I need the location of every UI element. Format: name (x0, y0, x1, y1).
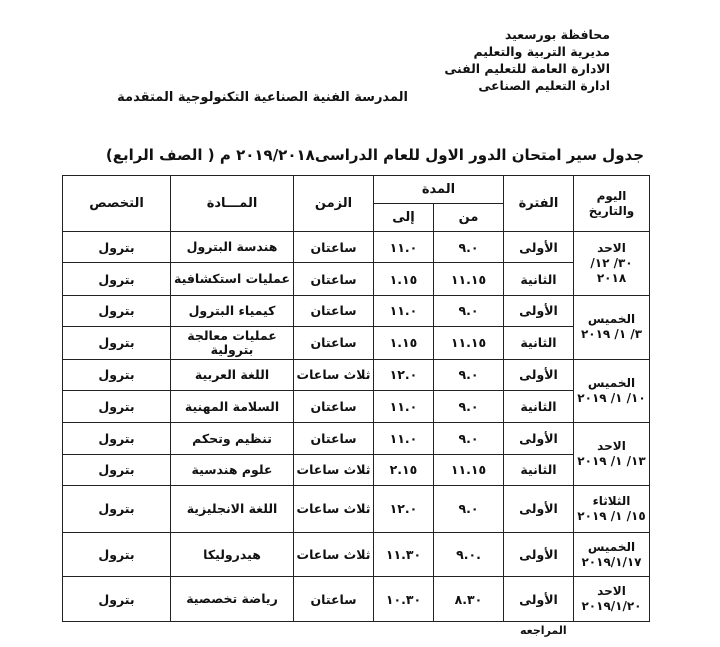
day-date-line: ٢٠١٩/١/٢٠ (581, 599, 642, 614)
cell-specialty: بترول (63, 263, 171, 295)
grade-label: ( الصف الرابع) (105, 146, 215, 164)
cell-day-date (574, 232, 650, 296)
cell-specialty: بترول (63, 327, 171, 359)
cell-specialty: بترول (63, 390, 171, 422)
page-title (84, 146, 644, 164)
cell-subject: تنظيم وتحكم (171, 423, 294, 454)
cell-subject: علوم هندسية (171, 454, 294, 485)
header-time: الزمن (294, 176, 374, 232)
cell-time: ساعتان (294, 295, 374, 326)
cell-subject: عمليات استكشافية (171, 263, 294, 295)
title-text: جدول سير امتحان الدور الاول للعام الدراسى٢٠١٩/٢٠١٨ م (219, 146, 644, 164)
cell-from: ١١.١٥ (434, 327, 504, 359)
cell-day-date (574, 532, 650, 577)
cell-period: الثانية (504, 390, 574, 422)
schedule-body (63, 232, 650, 622)
cell-day-date (574, 486, 650, 533)
day-date-line: ١٣/ ١/ ٢٠١٩ (577, 454, 646, 469)
cell-from: ٩.٠ (434, 295, 504, 326)
cell-specialty: بترول (63, 232, 171, 263)
cell-to: ١١.٠ (374, 232, 434, 263)
cell-from: ٩.٠ (434, 232, 504, 263)
cell-time: ثلاث ساعات (294, 454, 374, 485)
cell-specialty: بترول (63, 486, 171, 533)
cell-time: ثلاث ساعات (294, 532, 374, 577)
cell-period: الأولى (504, 359, 574, 390)
cell-period: الأولى (504, 295, 574, 326)
header-day-date: اليوم والتاريخ (574, 176, 650, 232)
table-row (63, 327, 650, 359)
cell-specialty: بترول (63, 423, 171, 454)
header-from: من (434, 204, 504, 232)
cell-period: الثانية (504, 327, 574, 359)
cell-to: ١٢.٠ (374, 359, 434, 390)
cell-day-date (574, 577, 650, 622)
cell-from: ٩.٠ (434, 423, 504, 454)
cell-from: ١١.١٥ (434, 454, 504, 485)
table-row (63, 486, 650, 533)
header-specialty: التخصص (63, 176, 171, 232)
cell-specialty: بترول (63, 295, 171, 326)
cell-to: ١١.٠ (374, 423, 434, 454)
cell-period: الأولى (504, 577, 574, 622)
exam-schedule-table (62, 175, 650, 622)
cell-to: ١.١٥ (374, 263, 434, 295)
cell-from: ١١.١٥ (434, 263, 504, 295)
table-row (63, 295, 650, 326)
header-duration: المدة (374, 176, 504, 204)
cell-subject: عمليات معالجة بترولية (171, 327, 294, 359)
day-date-line: الاحد (597, 439, 626, 454)
day-date-line: الخميس (587, 375, 636, 390)
cell-period: الأولى (504, 232, 574, 263)
cell-subject: رياضة تخصصية (171, 577, 294, 622)
header-to: إلى (374, 204, 434, 232)
cell-time: ساعتان (294, 327, 374, 359)
cell-to: ١١.٠ (374, 295, 434, 326)
day-date-line: الخميس (587, 539, 636, 554)
header-line-directorate: مديرية التربية والتعليم (473, 44, 610, 59)
cell-period: الأولى (504, 486, 574, 533)
cell-specialty: بترول (63, 577, 171, 622)
cell-specialty: بترول (63, 454, 171, 485)
cell-time: ثلاث ساعات (294, 486, 374, 533)
day-date-line: ٢٠١٨ (596, 270, 627, 285)
table-row (63, 232, 650, 263)
cell-subject: اللغة العربية (171, 359, 294, 390)
cell-period: الثانية (504, 263, 574, 295)
cell-from: ٩.٠ (434, 486, 504, 533)
cell-to: ١١.٠ (374, 390, 434, 422)
day-date-line: الخميس (587, 312, 636, 327)
cell-from: ٩.٠ (434, 390, 504, 422)
day-date-line: ٢٠١٩/١/١٧ (581, 554, 642, 569)
day-date-line: ١٥/ ١/ ٢٠١٩ (577, 508, 646, 523)
review-note: المراجعه (520, 624, 567, 637)
day-date-line: ٣٠/ ١٢/ (590, 255, 633, 270)
cell-time: ثلاث ساعات (294, 359, 374, 390)
cell-time: ساعتان (294, 577, 374, 622)
day-date-line: الثلاثاء (592, 493, 631, 508)
cell-to: ١٢.٠ (374, 486, 434, 533)
header-period: الفترة (504, 176, 574, 232)
cell-subject: السلامة المهنية (171, 390, 294, 422)
header-line-department: ادارة التعليم الصناعى (478, 78, 610, 93)
table-row (63, 577, 650, 622)
cell-time: ساعتان (294, 390, 374, 422)
cell-period: الثانية (504, 454, 574, 485)
cell-subject: هيدروليكا (171, 532, 294, 577)
cell-period: الأولى (504, 532, 574, 577)
cell-time: ساعتان (294, 263, 374, 295)
cell-to: ١١.٣٠ (374, 532, 434, 577)
cell-day-date (574, 359, 650, 423)
cell-from: .٩.٠ (434, 532, 504, 577)
cell-time: ساعتان (294, 423, 374, 454)
day-date-line: ٣/ ١/ ٢٠١٩ (580, 327, 643, 342)
cell-day-date (574, 423, 650, 486)
cell-subject: اللغة الانجليزية (171, 486, 294, 533)
cell-time: ساعتان (294, 232, 374, 263)
cell-specialty: بترول (63, 359, 171, 390)
cell-specialty: بترول (63, 532, 171, 577)
cell-to: ١٠.٣٠ (374, 577, 434, 622)
day-date-line: ١٠/ ١/ ٢٠١٩ (577, 390, 646, 405)
day-date-line: الاحد (597, 240, 626, 255)
cell-day-date (574, 295, 650, 359)
table-row (63, 390, 650, 422)
table-row (63, 263, 650, 295)
header-line-administration: الادارة العامة للتعليم الفنى (444, 61, 610, 76)
directorate-header (380, 26, 610, 94)
cell-from: ٩.٠ (434, 359, 504, 390)
cell-to: ٢.١٥ (374, 454, 434, 485)
table-row (63, 532, 650, 577)
header-subject: المـــادة (171, 176, 294, 232)
cell-period: الأولى (504, 423, 574, 454)
day-date-line: الاحد (597, 584, 626, 599)
table-row (63, 423, 650, 454)
cell-from: ٨.٣٠ (434, 577, 504, 622)
table-row (63, 454, 650, 485)
cell-to: ١.١٥ (374, 327, 434, 359)
school-name: المدرسة الفنية الصناعية التكنولوجية المتقدمة (117, 90, 408, 105)
cell-subject: هندسة البترول (171, 232, 294, 263)
table-row (63, 359, 650, 390)
cell-subject: كيمياء البترول (171, 295, 294, 326)
header-line-governorate: محافظة بورسعيد (504, 27, 610, 42)
